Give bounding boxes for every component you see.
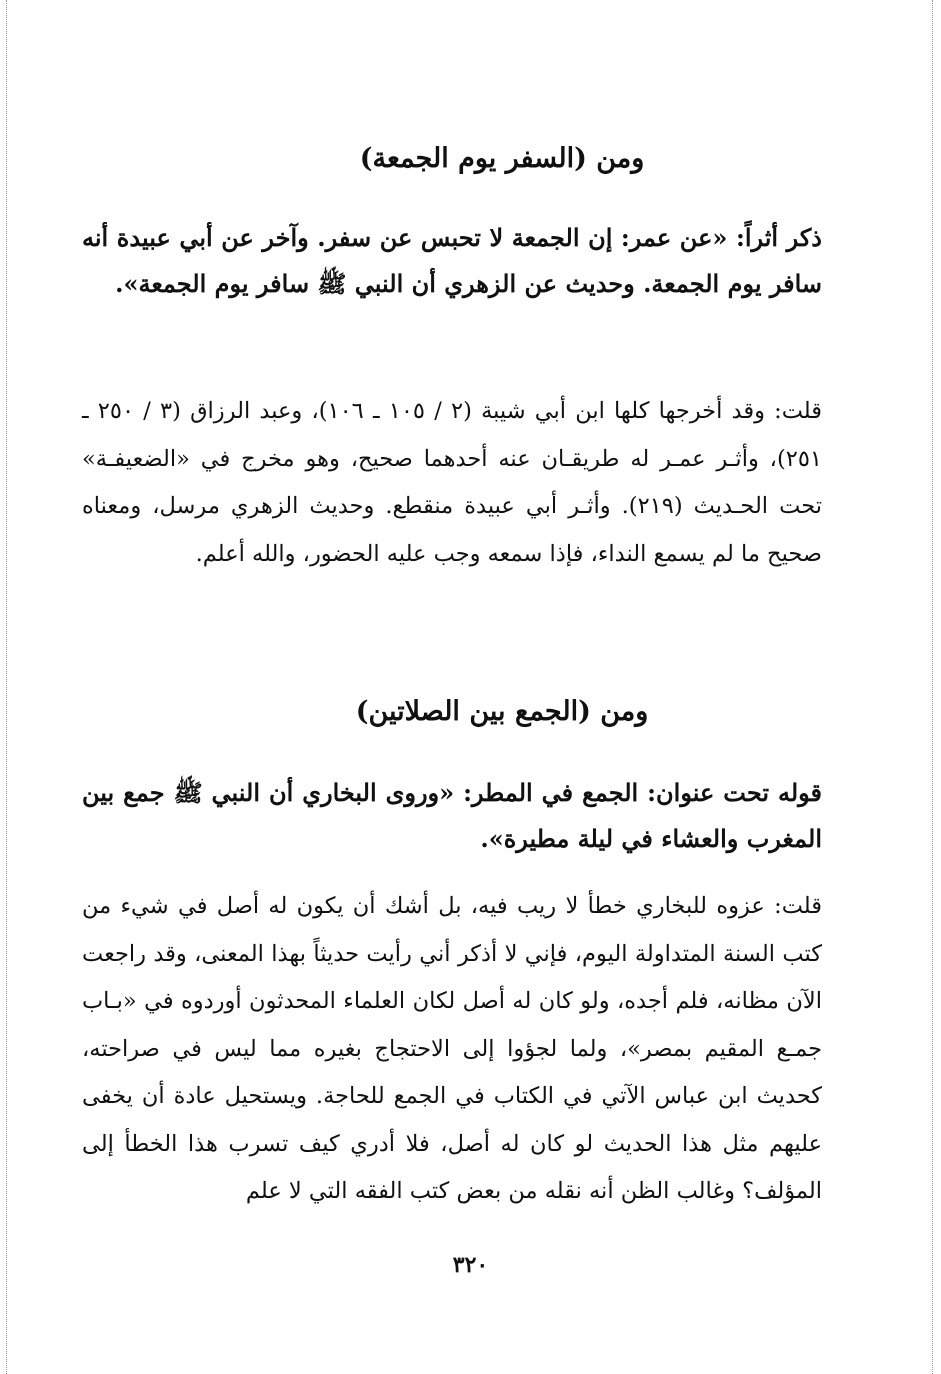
quoted-text-combining-prayers: قوله تحت عنوان: الجمع في المطر: «وروى البخاري أن النبي ﷺ جمع بين المغرب والعشاء في ليلة مطيرة». [82, 778, 822, 853]
section-heading-friday-travel: ومن (السفر يوم الجمعة) [359, 143, 645, 174]
commentary-friday-travel: قلت: وقد أخرجها كلها ابن أبي شيبة (٢ / ١٠٥ ـ ١٠٦)، وعبد الرزاق (٣ / ٢٥٠ ـ ٢٥١)، وأثـر عمـر له طريقـان عنه أحدهما صحيح، وهو مخرج في «الضعيفـة» تحت الحـديث (٢١٩). وأثـر أبي عبيدة منقطع. وحديث الزهري مرسل، ومعناه صحيح ما لم يسمع النداء، فإذا سمعه وجب عليه الحضور، والله أعلم. [82, 398, 823, 567]
commentary-combining-prayers: قلت: عزوه للبخاري خطأ لا ريب فيه، بل أشك أن يكون له أصل في شيء من كتب السنة المتداولة اليوم، فإني لا أذكر أني رأيت حديثاً بهذا المعنى، وقد راجعت الآن مظانه، فلم أجده، ولو كان له أصل لكان العلماء المحدثون أوردوه في «بـاب جمـع المقيم بمصر»، ولما لجؤوا إلى الاحتجاج بغيره مما ليس في صراحته، كحديث ابن عباس الآتي في الكتاب في الجمع للحاجة. ويستحيل عادة أن يخفى عليهم مثل هذا الحديث لو كان له أصل، فلا أدري كيف تسرب هذا الخطأ إلى المؤلف؟ وغالب الظن أنه نقله من بعض كتب الفقه التي لا علم [82, 893, 822, 1204]
scan-edge-left [6, 0, 7, 1374]
scan-edge-right [932, 0, 933, 1374]
section-heading-combining-prayers: ومن (الجمع بين الصلاتين) [355, 696, 649, 727]
page-number: ٣٢٠ [452, 1252, 489, 1278]
quoted-text-friday-travel: ذكر أثراً: «عن عمر: إن الجمعة لا تحبس عن سفر. وآخر عن أبي عبيدة أنه سافر يوم الجمعة. وحديث عن الزهري أن النبي ﷺ سافر يوم الجمعة». [82, 223, 822, 298]
